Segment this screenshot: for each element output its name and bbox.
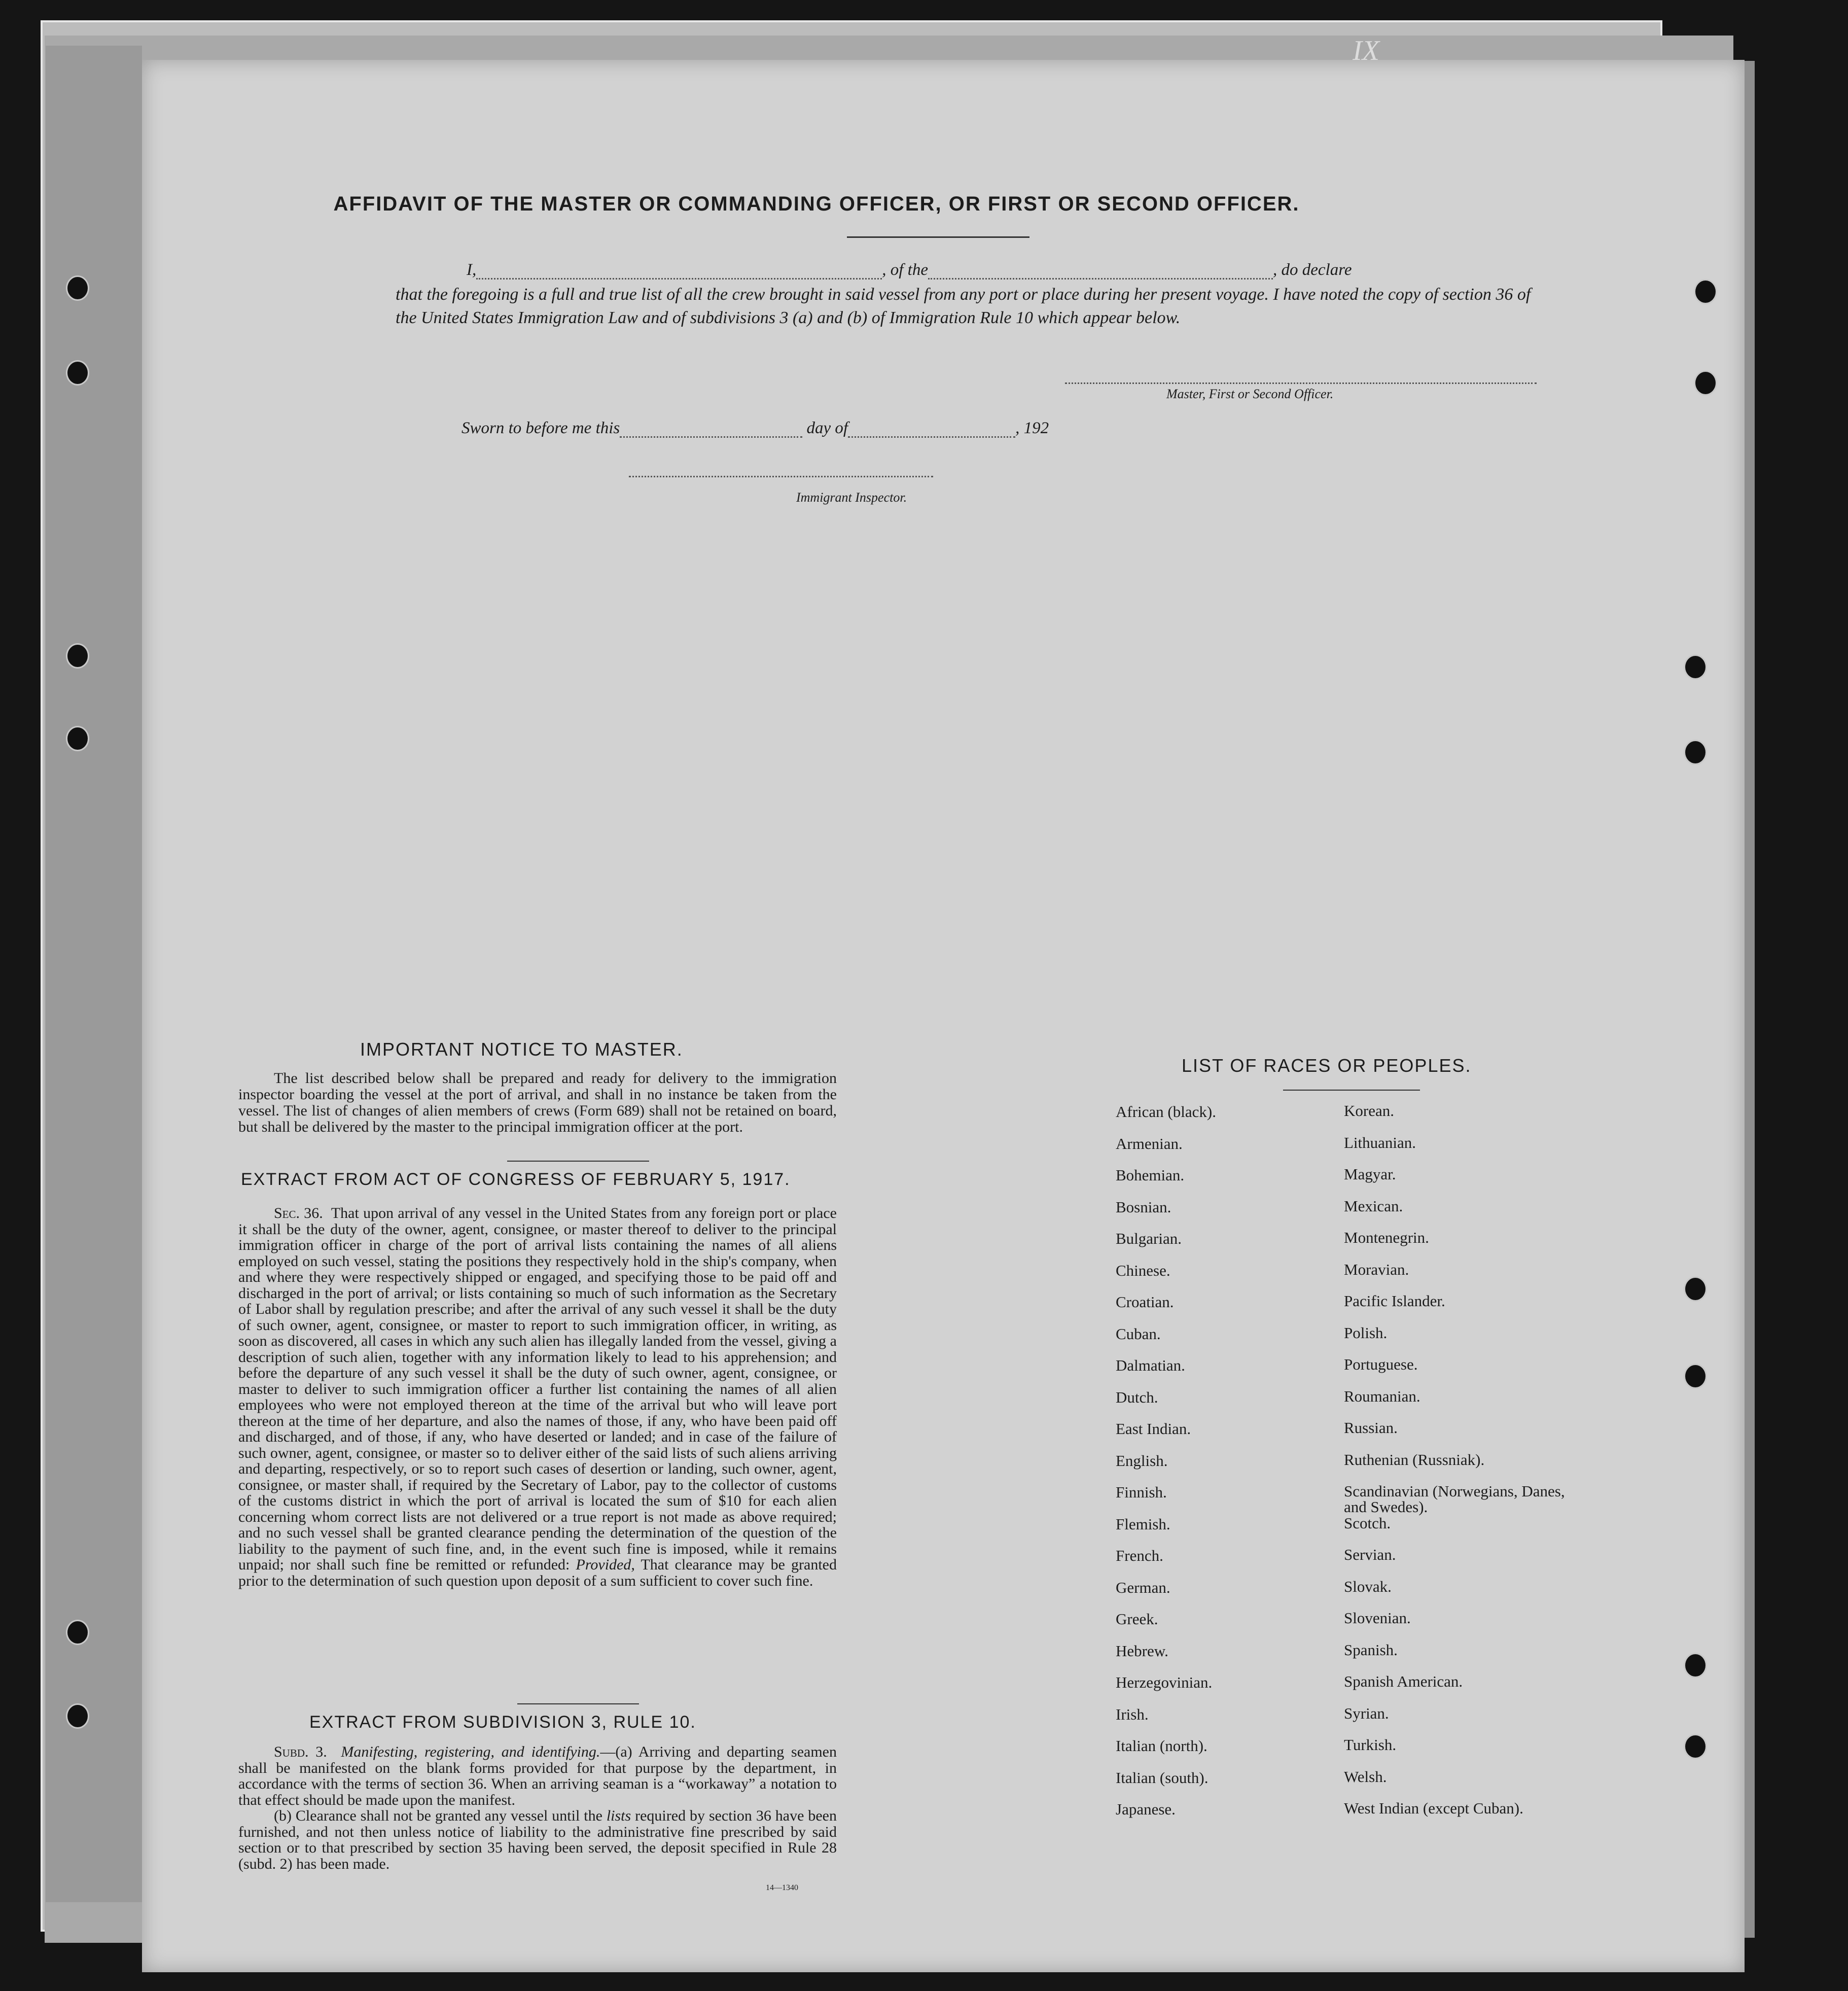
act-extract-body xyxy=(238,1205,837,1589)
race-item: Portuguese. xyxy=(1344,1355,1418,1373)
subd-heading: Manifesting, registering, and identifying. xyxy=(341,1743,600,1760)
binder-hole xyxy=(1684,1653,1707,1678)
subd-b-paragraph xyxy=(238,1808,837,1872)
do-declare-label: , do declare xyxy=(1272,261,1352,279)
day-blank xyxy=(620,436,802,438)
race-item: Japanese. xyxy=(1116,1800,1176,1818)
form-number: 14—1340 xyxy=(766,1883,798,1892)
rule xyxy=(507,1161,649,1162)
i-label: I, xyxy=(467,261,477,279)
subd-label: Subd. 3. xyxy=(274,1743,327,1760)
race-item: Spanish. xyxy=(1344,1640,1398,1659)
race-item: Magyar. xyxy=(1344,1165,1396,1183)
race-item: Syrian. xyxy=(1344,1704,1389,1722)
race-item: Italian (north). xyxy=(1116,1737,1207,1755)
race-item: Bohemian. xyxy=(1116,1166,1185,1184)
sec36-text: That upon arrival of any vessel in the United States from any foreign port or place it shall be the duty of the owner, agent, consignee, or master thereof to deliver to the principal immigration officer in charge of the port of arrival lists containing the names of all aliens employed on such vessel, stating the positions they respectively hold in the ship's company, when and where they were respectively shipped or engaged, and specifying those to be paid off and discharged in the port of arrival; or lists containing so much of such information as the Secretary of Labor shall by regulation prescribe; and after the arrival of any such vessel it shall be the duty of such owner, agent, consignee, or master to report to such immigration officer, in writing, as soon as discovered, all cases in which any such alien has illegally landed from the vessel, giving a description of such alien, together with any information likely to lead to his apprehension; and before the departure of any such vessel it shall be the duty of such owner, agent, consignee, or master to deliver to such immigration officer a further list containing the names of all alien employees who were not employed thereon at the time of the arrival but who will leave port thereon at the time of her departure, and also the names of those, if any, who have been paid off and discharged, and of those, if any, who have deserted or landed; and in case of the failure of such owner, agent, consignee, or master so to deliver either of the said lists of such aliens arriving and departing, respectively, or so to report such cases of desertion or landing, such owner, agent, consignee, or master shall, if required by the Secretary of Labor, pay to the collector of customs of the customs district in which the port of arrival is located the sum of $10 for each alien concerning whom correct lists are not delivered or a true report is not made as above required; and no such vessel shall be granted clearance pending the determination of the question of the liability to the payment of such fine, and, in the event such fine is imposed, while it remains unpaid; nor shall such fine be remitted or refunded: xyxy=(238,1205,837,1573)
races-title: LIST OF RACES OR PEOPLES. xyxy=(1182,1055,1472,1076)
title-rule xyxy=(847,236,1029,238)
race-item: Flemish. xyxy=(1116,1515,1170,1533)
race-item: Mexican. xyxy=(1344,1197,1403,1215)
binder-hole xyxy=(66,1703,89,1729)
race-item: Slovak. xyxy=(1344,1577,1392,1595)
vessel-blank xyxy=(928,278,1273,280)
subd-a-text: —(a) Arriving and departing seamen shall be manifested on the blank forms provided for that purpose by the department, in accordance with the terms of section 36. When an arriving seaman is a “workaway” a notation to that effect should be made upon the manifest. xyxy=(238,1743,837,1808)
race-item: English. xyxy=(1116,1451,1168,1470)
sworn-label: Sworn to before me this xyxy=(461,419,620,437)
rule-extract-title: EXTRACT FROM SUBDIVISION 3, RULE 10. xyxy=(309,1713,696,1732)
of-the-label: , of the xyxy=(882,261,928,279)
race-item: Montenegrin. xyxy=(1344,1229,1429,1246)
binder-hole xyxy=(66,275,89,301)
binder-hole xyxy=(1694,370,1717,396)
binder-hole xyxy=(1694,279,1717,304)
race-item: Moravian. xyxy=(1344,1260,1409,1278)
binder-hole xyxy=(66,726,89,751)
binding-strip xyxy=(46,46,142,1902)
race-item: Armenian. xyxy=(1116,1134,1183,1152)
race-item: Slovenian. xyxy=(1344,1609,1411,1627)
subd-b-text-1: (b) Clearance shall not be granted any vessel until the xyxy=(274,1807,602,1824)
race-item: Scotch. xyxy=(1344,1514,1391,1532)
binder-hole xyxy=(1684,654,1707,680)
month-blank xyxy=(848,436,1015,438)
inspector-signature-line xyxy=(629,476,933,477)
sworn-line xyxy=(461,419,1049,438)
binder-hole xyxy=(1684,1734,1707,1759)
race-item: Finnish. xyxy=(1116,1483,1167,1501)
sec36-paragraph xyxy=(238,1205,837,1589)
subd-a-paragraph xyxy=(238,1744,837,1808)
binder-hole xyxy=(1684,1276,1707,1302)
race-item: Herzegovinian. xyxy=(1116,1673,1213,1691)
notice-body xyxy=(238,1070,837,1135)
race-item: Italian (south). xyxy=(1116,1768,1209,1787)
race-item: Roumanian. xyxy=(1344,1387,1420,1405)
rule xyxy=(1283,1090,1420,1091)
notice-title: IMPORTANT NOTICE TO MASTER. xyxy=(360,1039,683,1060)
subd-b-text-2: required by section 36 have been furnished, and not then unless notice of liability to the administrative fine prescribed by said section or to that prescribed by section 35 having been served, the deposit specified in Rule 28 (subd. 2) has been made. xyxy=(238,1807,837,1872)
sec36-end: That clearance may be granted prior to the determination of such question upon deposit of a sum sufficient to cover such fine. xyxy=(238,1556,837,1589)
declaration-line xyxy=(467,261,1352,280)
race-item: French. xyxy=(1116,1547,1163,1564)
race-item: German. xyxy=(1116,1578,1170,1596)
day-of-label: day of xyxy=(806,419,848,437)
race-item: West Indian (except Cuban). xyxy=(1344,1799,1523,1817)
sec-label: Sec. 36. xyxy=(274,1205,323,1221)
race-item: Polish. xyxy=(1344,1323,1388,1342)
race-item: Pacific Islander. xyxy=(1344,1292,1445,1310)
name-blank xyxy=(476,278,882,280)
race-item: Croatian. xyxy=(1116,1293,1174,1311)
notice-paragraph: The list described below shall be prepared and ready for delivery to the immigration inspector boarding the vessel at the port of arrival, and shall in no instance be taken from the vessel. The list of changes of alien members of crews (Form 689) shall not be retained on board, but shall be delivered by the master to the principal immigration officer at the port. xyxy=(238,1070,837,1135)
affidavit-title: AFFIDAVIT OF THE MASTER OR COMMANDING OFFICER, OR FIRST OR SECOND OFFICER. xyxy=(333,193,1300,215)
race-item: Spanish American. xyxy=(1344,1672,1463,1690)
race-item: East Indian. xyxy=(1116,1420,1191,1438)
race-item: Irish. xyxy=(1116,1705,1149,1723)
binder-hole xyxy=(66,1620,89,1645)
race-item: Greek. xyxy=(1116,1610,1158,1628)
race-item: Bosnian. xyxy=(1116,1198,1171,1216)
act-extract-title: EXTRACT FROM ACT OF CONGRESS OF FEBRUARY 5, 1917. xyxy=(241,1170,791,1189)
race-item: Ruthenian (Russniak). xyxy=(1344,1450,1485,1469)
form-page xyxy=(142,35,1745,1972)
races-left-column xyxy=(1116,1103,1319,1832)
binder-hole xyxy=(66,360,89,386)
race-item: Servian. xyxy=(1344,1546,1396,1563)
master-label: Master, First or Second Officer. xyxy=(1166,387,1334,401)
race-item: African (black). xyxy=(1116,1103,1216,1121)
corner-mark: IX xyxy=(1353,35,1379,66)
race-item: Welsh. xyxy=(1344,1767,1387,1786)
provided-word: Provided, xyxy=(576,1556,635,1573)
binder-hole xyxy=(1684,740,1707,765)
race-item: Chinese. xyxy=(1116,1261,1170,1279)
race-item: Russian. xyxy=(1344,1419,1398,1437)
race-item: Korean. xyxy=(1344,1102,1394,1120)
races-right-column xyxy=(1344,1103,1577,1832)
year-label: , 192 xyxy=(1015,419,1049,437)
rule-extract-body xyxy=(238,1744,837,1872)
affidavit-paragraph: that the foregoing is a full and true list of all the crew brought in said vessel from any port or place during her present voyage. I have noted the copy of section 36 of the United States Immigration Law and of subdivisions 3 (a) and (b) of Immigration Rule 10 which appear below. xyxy=(396,285,1531,327)
master-signature-line xyxy=(1065,382,1537,384)
inspector-label: Immigrant Inspector. xyxy=(796,490,907,505)
race-item: Lithuanian. xyxy=(1344,1133,1416,1151)
race-item: Scandinavian (Norwegians, Danes, and Swedes). xyxy=(1344,1482,1565,1516)
race-item: Bulgarian. xyxy=(1116,1230,1182,1247)
lists-word: lists xyxy=(606,1807,631,1824)
race-item: Dalmatian. xyxy=(1116,1356,1185,1374)
race-item: Hebrew. xyxy=(1116,1641,1168,1660)
race-item: Dutch. xyxy=(1116,1388,1158,1406)
binder-hole xyxy=(66,643,89,669)
rule xyxy=(517,1703,639,1704)
race-item: Cuban. xyxy=(1116,1324,1161,1343)
race-item: Turkish. xyxy=(1344,1736,1397,1754)
binder-hole xyxy=(1684,1364,1707,1389)
